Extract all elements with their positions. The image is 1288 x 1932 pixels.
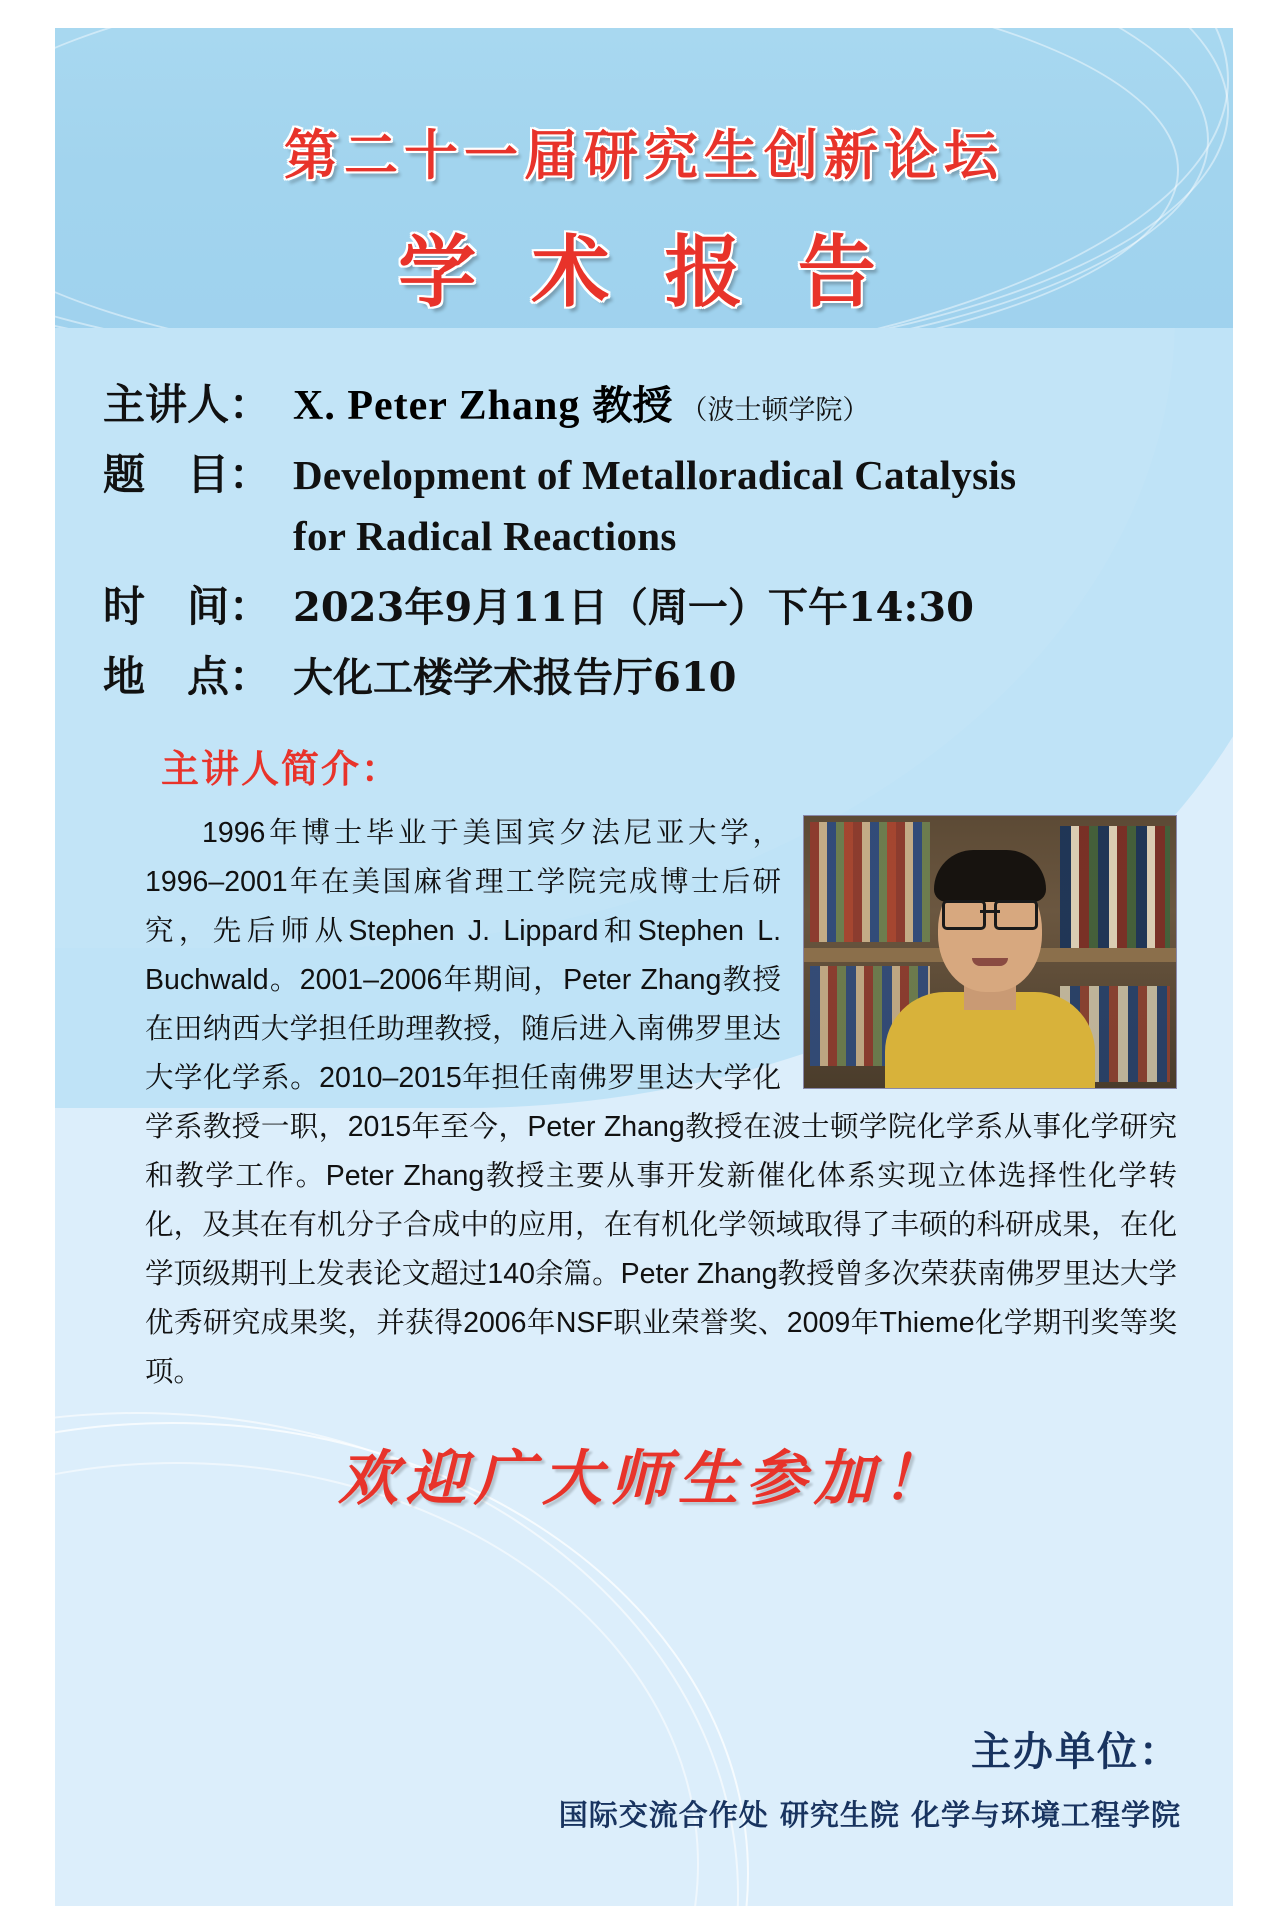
topic-line-2: for Radical Reactions — [293, 513, 677, 559]
place-row — [103, 644, 1185, 704]
speaker-photo — [803, 815, 1177, 1089]
poster-body — [55, 328, 1233, 1906]
bio-text: 1996年博士毕业于美国宾夕法尼亚大学，1996–2001年在美国麻省理工学院完成博士后研究，先后师从Stephen J. Lippard和Stephen L. Buchwald。2001–2006年期间，Peter Zhang教授在田纳西大学担任助理教授，随后进入南佛罗里达大学化学系。2010–2015年担任南佛罗里达大学化学系教授一职，2015年至今，Peter Zhang教授在波士顿学院化学系从事化学研究和教学工作。Peter Zhang教授主要从事开发新催化体系实现立体选择性化学转化，及其在有机分子合成中的应用，在有机化学领域取得了丰硕的科研成果，在化学顶级期刊上发表论文超过140余篇。Peter Zhang教授曾多次荣获南佛罗里达大学优秀研究成果奖，并获得2006年NSF职业荣誉奖、2009年Thieme化学期刊奖等奖项。 — [145, 817, 1177, 1388]
poster-title-sub: 学 术 报 告 — [398, 227, 890, 318]
speaker-row — [103, 372, 1185, 432]
header-band — [55, 28, 1233, 348]
speaker-value — [293, 374, 869, 431]
bio-heading: 主讲人简介： — [161, 746, 402, 791]
poster-content — [55, 372, 1233, 1517]
place-label: 地 点： — [103, 652, 272, 701]
bio-section — [103, 809, 1185, 1397]
welcome-message: 欢迎广大师生参加！ — [338, 1444, 950, 1514]
speaker-title: 教授 — [592, 382, 673, 429]
decorative-arc-3 — [55, 1462, 699, 1906]
organizer-names: 国际交流合作处 研究生院 化学与环境工程学院 — [558, 1798, 1181, 1832]
time-label: 时 间： — [103, 582, 272, 631]
organizer-title: 主办单位： — [971, 1728, 1181, 1775]
poster-root — [55, 28, 1233, 1906]
place-value: 大化工楼学术报告厅610 — [293, 654, 737, 701]
organizer-block — [559, 1720, 1181, 1834]
speaker-affiliation: （波士顿学院） — [680, 395, 870, 426]
event-info-block — [103, 372, 1185, 704]
photo-mouth — [972, 958, 1008, 966]
time-row — [103, 574, 1185, 634]
photo-hair — [934, 850, 1046, 902]
photo-person — [885, 888, 1095, 1088]
time-value: 2023年9月11日（周一）下午14:30 — [293, 584, 974, 631]
poster-title-main: 第二十一届研究生创新论坛 — [284, 123, 1004, 187]
topic-label: 题 目： — [103, 450, 272, 499]
speaker-label: 主讲人： — [103, 380, 272, 429]
glasses-icon — [942, 900, 1038, 926]
speaker-name: X. Peter Zhang — [293, 383, 581, 429]
topic-row — [103, 442, 1185, 502]
topic-line-1: Development of Metalloradical Catalysis — [293, 452, 1017, 498]
